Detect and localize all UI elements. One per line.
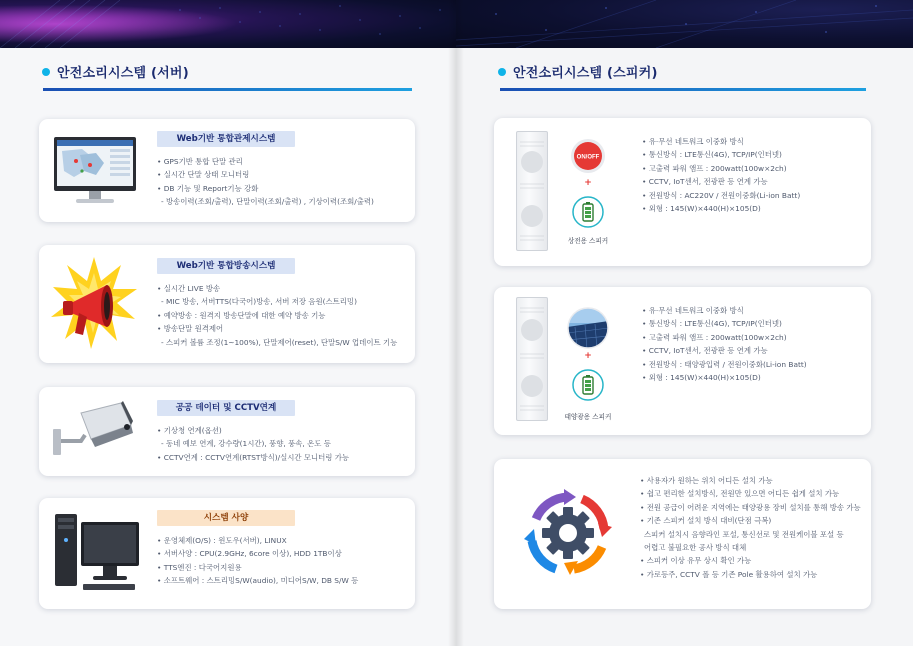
card-title: 공공 데이터 및 CCTV연계 [157, 400, 295, 416]
list-item: • 유·무선 네트워크 이중화 방식 [642, 306, 744, 315]
speaker-image [516, 131, 548, 251]
desktop-computer-icon [53, 510, 141, 594]
left-page [0, 0, 456, 646]
header-banner [0, 0, 456, 48]
list-item: • 사용자가 원하는 위치 어디든 설치 가능 [640, 476, 773, 485]
page-gutter-shadow [448, 0, 464, 646]
list-item: • 기상청 연계(옵션) [157, 426, 222, 435]
list-item: • 전원 공급이 어려운 지역에는 태양광용 장비 설치를 통해 방송 가능 [640, 502, 861, 512]
list-item: • 쉽고 편리한 설치방식, 전원만 있으면 어디든 쉽게 설치 가능 [640, 489, 840, 499]
card-title: Web기반 통합관제시스템 [157, 131, 295, 147]
list-item: • DB 기능 및 Report기능 강화 [157, 183, 259, 193]
right-section-title-text: 안전소리시스템 (스피커) [513, 66, 658, 81]
plus-sign: + [584, 178, 592, 188]
gear-cycle-icon [514, 479, 622, 587]
list-item: • CCTV, IoT센서, 전광판 등 연계 가능 [642, 177, 768, 187]
power-on-off-icon [570, 138, 606, 174]
card-public-data-cctv [39, 387, 415, 476]
feature-list [157, 155, 374, 209]
feature-list [157, 424, 349, 464]
bullet-dot-icon [498, 68, 506, 76]
bullet-dot-icon [42, 68, 50, 76]
card-ac-speaker [494, 118, 871, 266]
list-item: • 고출력 파워 앰프 : 200watt(100w×2ch) [642, 332, 787, 342]
on-off-label: ON/OFF [576, 154, 600, 161]
list-item: • TTS엔진 : 다국어지원용 [157, 562, 242, 572]
list-item: • 실시간 LIVE 방송 [157, 284, 221, 293]
list-item: • 통신방식 : LTE통신(4G), TCP/IP(인터넷) [642, 319, 782, 329]
right-section-rule [500, 88, 866, 91]
feature-list [640, 474, 861, 581]
list-item: • 소프트웨어 : 스트리밍S/W(audio), 미디어S/W, DB S/W 등 [157, 576, 359, 586]
feature-list [642, 135, 800, 215]
battery-icon [572, 369, 604, 401]
list-item: 어렵고 불필요한 공사 방식 대체 [644, 543, 747, 553]
list-item: • 스피커 이상 유무 상시 확인 가능 [640, 556, 752, 566]
list-item: - 방송이력(조회/출력), 단말이력(조회/출력) , 기상이력(조회/출력) [161, 197, 374, 207]
list-item: • 서버사양 : CPU(2.9GHz, 6core 이상), HDD 1TB이상 [157, 549, 342, 559]
list-item: • 외형 : 145(W)×440(H)×105(D) [642, 373, 761, 383]
card-title: Web기반 통합방송시스템 [157, 258, 295, 274]
list-item: • 전원방식 : 태양광입력 / 전원이중화(Li-ion Batt) [642, 359, 807, 369]
list-item: • 외형 : 145(W)×440(H)×105(D) [642, 204, 761, 214]
speaker-caption: 태양광용 스피커 [564, 413, 612, 421]
list-item: • 통신방식 : LTE통신(4G), TCP/IP(인터넷) [642, 150, 782, 160]
solar-panel-icon [567, 307, 609, 349]
list-item: - 동네 예보 연계, 강수량(1시간), 풍향, 풍속, 온도 등 [161, 439, 331, 449]
right-section-title [498, 62, 658, 81]
list-item: 스피커 설치시 음향라인 포설, 통신선로 및 전원케이블 포설 등 [644, 529, 844, 539]
right-page [456, 0, 913, 646]
feature-list [157, 282, 397, 349]
list-item: • 기존 스피커 설치 방식 대비(단점 극복) [640, 516, 772, 526]
monitor-map-icon [52, 135, 138, 207]
plus-sign: + [584, 351, 592, 361]
card-system-spec [39, 498, 415, 609]
header-banner [456, 0, 913, 48]
list-item: • 방송단말 원격제어 [157, 324, 224, 334]
list-item: • GPS기반 통합 단말 관리 [157, 157, 243, 166]
list-item: • 예약방송 : 원격지 방송단말에 대한 예약 방송 기능 [157, 310, 326, 320]
list-item: • 유·무선 네트워크 이중화 방식 [642, 137, 744, 146]
left-section-rule [43, 88, 412, 91]
list-item: • 운영체제(O/S) : 윈도우(서버), LINUX [157, 536, 287, 545]
battery-icon [572, 196, 604, 228]
card-web-control [39, 119, 415, 222]
speaker-image [516, 297, 548, 421]
list-item: • 전원방식 : AC220V / 전원이중화(Li-ion Batt) [642, 190, 801, 200]
list-item: - MIC 방송, 서버TTS(다국어)방송, 서버 저장 음원(스트리밍) [161, 297, 357, 307]
left-section-title [42, 62, 189, 81]
list-item: - 스피커 볼륨 조정(1~100%), 단말제어(reset), 단말S/W 업데이트 기능 [161, 337, 398, 347]
megaphone-icon [51, 255, 137, 351]
card-solar-speaker [494, 287, 871, 435]
card-web-broadcast [39, 245, 415, 363]
left-section-title-text: 안전소리시스템 (서버) [57, 66, 189, 81]
card-title: 시스템 사양 [157, 510, 295, 526]
list-item: • CCTV, IoT센서, 전광판 등 연계 가능 [642, 346, 768, 356]
list-item: • 고출력 파워 앰프 : 200watt(100w×2ch) [642, 163, 787, 173]
list-item: • 가로등주, CCTV 폴 등 기존 Pole 활용하여 설치 가능 [640, 569, 818, 579]
speaker-caption: 상전용 스피커 [567, 237, 609, 245]
card-installation [494, 459, 871, 609]
feature-list [157, 534, 358, 588]
list-item: • 실시간 단말 상태 모니터링 [157, 170, 250, 180]
list-item: • CCTV연계 : CCTV연계(RTST방식)/실시간 모니터링 가능 [157, 452, 350, 462]
feature-list [642, 304, 807, 384]
cctv-camera-icon [51, 399, 135, 463]
